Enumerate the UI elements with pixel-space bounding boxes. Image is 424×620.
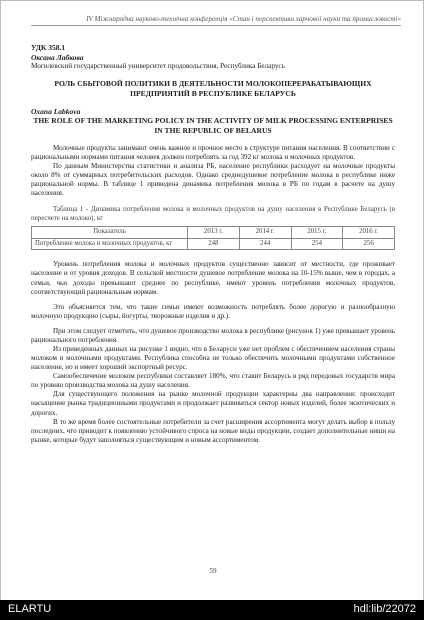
paragraph-6: Из приведенных данных на рисунке 1 видно, что в Беларуси уже нет проблем с обеспечением населения страны молоком и молочными продуктами. Республика способна не только обеспечить молочными продуктами собственное население, но и имеет хороший экспортный ресурс. <box>31 345 395 372</box>
table-cell: 254 <box>291 238 343 250</box>
paragraph-3: Уровень потребления молока и молочных продуктов существенно зависит от местности, где проживает население и от уровня доходов. В сельской местности душевое потребление молока на 10-15% выше, чем в городах, а семьи, чьи доходы превышают среднее по республике, имеют уровень потребления молочных продуктов, соответствующий рациональным нормам. <box>31 260 395 296</box>
table-cell: 248 <box>188 238 240 250</box>
paragraph-8: Для существующего положения на рынке молочной продукции характерны два направления: происходит насыщение рынка традиционными продуктами и продолжает развиваться сектор новых изделий, более экзотических и дорогих. <box>31 390 395 417</box>
table-header-cell: 2013 г. <box>188 227 240 239</box>
consumption-table <box>31 226 395 250</box>
repository-name: ELARTU <box>8 603 52 615</box>
article-body <box>31 43 395 445</box>
page-number: 59 <box>209 567 217 575</box>
author-ru: Оксана Лабкова <box>31 52 84 62</box>
paragraph-2: По данным Министерства статистики и анализа РБ, население республики расходует на молочные продукты около 8% от суммарных потребительских расходов. Однако среднедушевое потребление молока в республике ниже рациональной нормы. В таблице 1 приведена динамика потребления молока в РБ по годам в расчете на душу населения. <box>31 162 395 198</box>
author-en: Oxana Labkova <box>31 106 81 116</box>
table-cell: Потребление молока и молочных продуктов, кг <box>32 238 188 250</box>
table-header-cell: 2015 г. <box>291 227 343 239</box>
handle-id: hdl:lib/22072 <box>353 603 416 615</box>
paragraph-1: Молочные продукты занимают очень важное и прочное место в структуре питания населения. В соответствии с рациональными нормами питания человек должен потреблять за год 392 кг молока и молочных продуктов. <box>31 143 395 161</box>
paragraph-5: При этом следует отметить, что душевое производство молока в республике (рисунок 1) уже превышает уровень рационального потребления. <box>31 326 395 344</box>
paragraph-9: В то же время более состоятельные потребители за счет расширения ассортимента могут делать выбор в пользу последних, что приводит к появлению устойчивого спроса на новые виды продукции, создает дополнительные ниши на рынке, которые будут заполняться существующим и новым ассортиментом. <box>31 417 395 444</box>
running-header: IV Міжнародна науково-технічна конференція «Стан і перспективи харчової науки та промисловості» <box>31 15 401 26</box>
table-cell: 256 <box>343 238 395 250</box>
repository-footer <box>0 600 424 620</box>
title-ru: РОЛЬ СБЫТОВОЙ ПОЛИТИКИ В ДЕЯТЕЛЬНОСТИ МОЛОКОПЕРЕРАБАТЫВАЮЩИХ ПРЕДПРИЯТИЙ В РЕСПУБЛИКЕ БЕЛАРУСЬ <box>54 79 372 99</box>
table-header-row <box>32 227 395 239</box>
table-caption: Таблица 1 - Динамика потребления молока и молочных продуктов на душу населения в Республике Беларусь (в пересчете на молоко), кг <box>31 206 395 223</box>
table-header-cell: Показатель <box>32 227 188 239</box>
table-row <box>32 238 395 250</box>
table-header-cell: 2014 г. <box>239 227 291 239</box>
udk-code: УДК 358.1 <box>31 43 66 52</box>
affiliation: Могилевский государственный университет продовольствия, Республика Беларусь <box>31 62 285 71</box>
paragraph-7: Самообеспечение молоком республики составляет 180%, что ставит Беларусь в ряд передовых государств мира по уровню производства молока на душу населения. <box>31 372 395 390</box>
title-en: THE ROLE OF THE MARKETING POLICY IN THE ACTIVITY OF MILK PROCESSING ENTERPRISES IN THE REPUBLIC OF BELARUS <box>33 116 393 136</box>
table-header-cell: 2016 г. <box>343 227 395 239</box>
paragraph-4: Это объясняется тем, что такие семьи имеют возможность потреблять более дорогую и разнообразную молочную продукцию (сыры, йогурты, творожные изделия и др.). <box>31 302 395 320</box>
table-cell: 244 <box>239 238 291 250</box>
